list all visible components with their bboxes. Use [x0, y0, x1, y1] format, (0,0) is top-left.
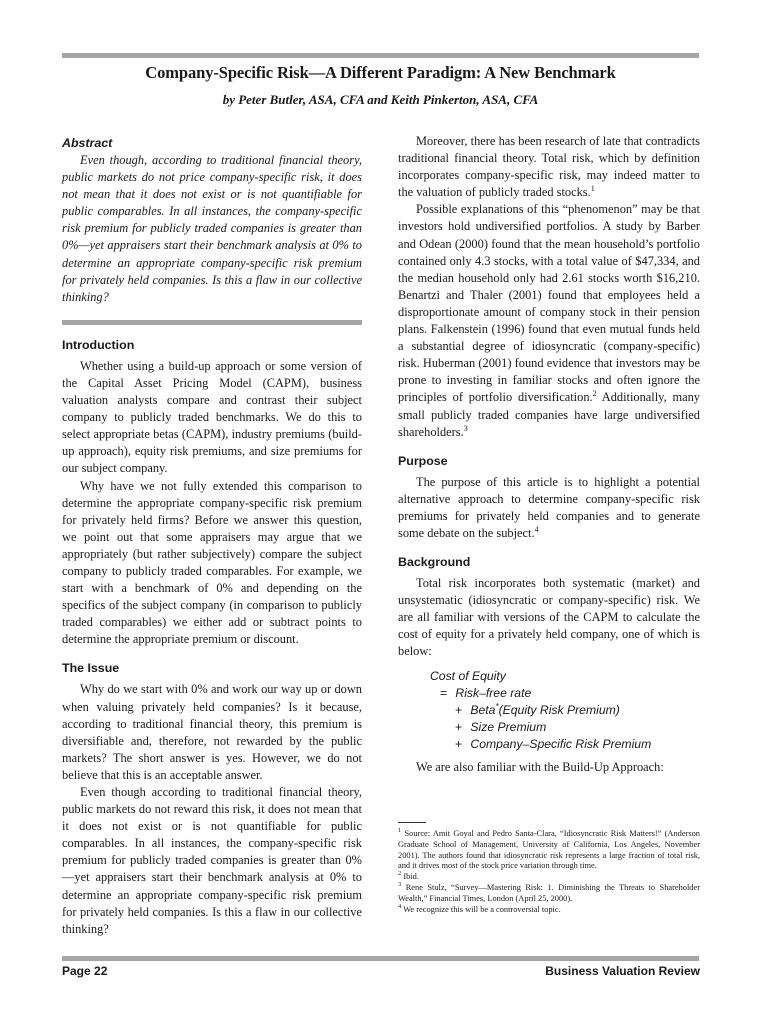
footnote-4: $^4$ We recognize this will be a controversial topic.: [398, 902, 561, 914]
paper-title: Company-Specific Risk—A Different Paradigm: A New Benchmark: [145, 63, 616, 82]
buildup-paragraph: We are also familiar with the Build-Up Approach:: [416, 759, 664, 774]
explanations-paragraph: Possible explanations of this “phenomenon” may be that investors hold undiversified portfolios. A study by Barber and Odean (2000) found that the mean household’s portfolio contained only 4.3 stocks, with a total value of $47,334, and the median household only had 2.61 stocks worth $16,210. Benartzi and Thaler (2001) found that employees held a disproportionate amount of company stock in their pension plans. Falkenstein (1996) found that even mutual funds held a substantial degree of idiosyncratic (company-specific) risk. Huberman (2001) found evidence that investors may be prone to investing in familiar stocks and often ignore the principles of portfolio diversification.$^2$ Additionally, many small publicly traded companies have large undiversified shareholders.$^3$: [398, 202, 700, 439]
capm-formula: [398, 668, 700, 753]
purpose-heading: Purpose: [398, 453, 448, 468]
background-heading: Background: [398, 555, 471, 570]
bottom-rule: [62, 956, 699, 961]
purpose-paragraph: The purpose of this article is to highlight a potential alternative approach to determine company-specific risk premiums for privately held companies and to generate some debate on the subject.$^4$: [398, 474, 700, 540]
issue-paragraph-2: Even though according to traditional financial theory, public markets do not reward this risk, it does not mean that it does not exist or is not quantifiable for public comparables. In all instances, the company-specific risk premium for publicly traded companies is greater than 0%—yet appraisers start their benchmark analysis at 0% to determine an appropriate company-specific risk premium for privately held companies. Is this a flaw in our collective thinking?: [62, 785, 362, 936]
footnote-divider: [398, 822, 426, 823]
abstract-rule: [62, 320, 362, 325]
footnote-ref-3[interactable]: 3: [463, 423, 468, 433]
formula-line-2: = Risk–free rate: [440, 685, 532, 700]
issue-heading: The Issue: [62, 661, 120, 676]
left-column: [62, 133, 362, 938]
formula-line-4: + Size Premium: [455, 719, 547, 734]
footnote-1: $^1$ Source: Amit Goyal and Pedro Santa-Clara, “Idiosyncratic Risk Matters!” (Anderson Graduate School of Management, University of California, Los Angeles, November 2001). The authors found that idiosyncratic risk represents a large fraction of total risk, and it drives most of the stock price variation through time.: [398, 827, 700, 871]
intro-heading: Introduction: [62, 337, 135, 352]
footnote-ref-2[interactable]: 2: [592, 389, 597, 399]
formula-line-3: + Beta*(Equity Risk Premium): [455, 701, 620, 717]
footnote-ref-4[interactable]: 4: [534, 524, 539, 534]
formula-line-5: + Company–Specific Risk Premium: [455, 736, 652, 751]
background-paragraph: Total risk incorporates both systematic (market) and unsystematic (idiosyncratic or company-specific) risk. We are all familiar with versions of the CAPM to calculate the cost of equity for a privately held company, one of which is below:: [398, 576, 700, 659]
abstract-heading: Abstract: [62, 136, 113, 150]
research-paragraph: Moreover, there has been research of late that contradicts traditional financial theory. Total risk, which by definition incorporates company-specific risk, may indeed matter to the valuation of publicly traded stocks.$^1$: [398, 134, 700, 200]
intro-paragraph-2: Why have we not fully extended this comparison to determine the appropriate company-specific risk premium for privately held firms? Before we answer this question, we point out that some appraisers may argue that we appropriately (but rather subjectively) compare the subject company to publicly traded comparables. For example, we start with a benchmark of 0% and depending on the specifics of the subject company (in comparison to publicly traded comparables) we either add or subtract points to determine the appropriate premium or discount.: [62, 478, 362, 647]
page-number: Page 22: [62, 964, 108, 978]
top-rule: [62, 53, 699, 58]
journal-name: Business Valuation Review: [545, 964, 700, 978]
footnotes: [398, 822, 700, 915]
paper-byline: by Peter Butler, ASA, CFA and Keith Pinkerton, ASA, CFA: [222, 92, 539, 107]
footnote-2: $^2$ Ibid.: [398, 870, 419, 882]
issue-paragraph-1: Why do we start with 0% and work our way up or down when valuing privately held companies? Is it because, according to traditional financial theory, this premium is diversifiable and, therefore, not rewarded by the public markets? The short answer is yes. However, we do not believe that this is an acceptable answer.: [62, 682, 362, 782]
formula-line-1: Cost of Equity: [430, 668, 506, 683]
footnote-3: $^3$ Rene Stulz, “Survey—Mastering Risk: 1. Diminishing the Threats to Shareholder Wealth,” Financial Times, London (April 25, 2000).: [398, 881, 700, 903]
abstract-text: Even though, according to traditional financial theory, public markets do not price company-specific risk, it does not mean that it does not exist or is not quantifiable for public comparables. In all instances, the company-specific risk premium for publicly traded companies is greater than 0%—yet appraisers start their benchmark analysis at 0% to determine an appropriate company-specific risk premium for privately held companies. Is this a flaw in our collective thinking?: [62, 153, 362, 304]
intro-paragraph-1: Whether using a build-up approach or some version of the Capital Asset Pricing Model (CAPM), business valuation analysts compare and contrast their subject company to publicly traded benchmarks. We do this to select appropriate betas (CAPM), industry premiums (build-up approach), equity risk premiums, and size premiums for our subject company.: [62, 358, 362, 476]
footnote-ref-1[interactable]: 1: [590, 184, 595, 194]
right-column: [398, 133, 700, 776]
